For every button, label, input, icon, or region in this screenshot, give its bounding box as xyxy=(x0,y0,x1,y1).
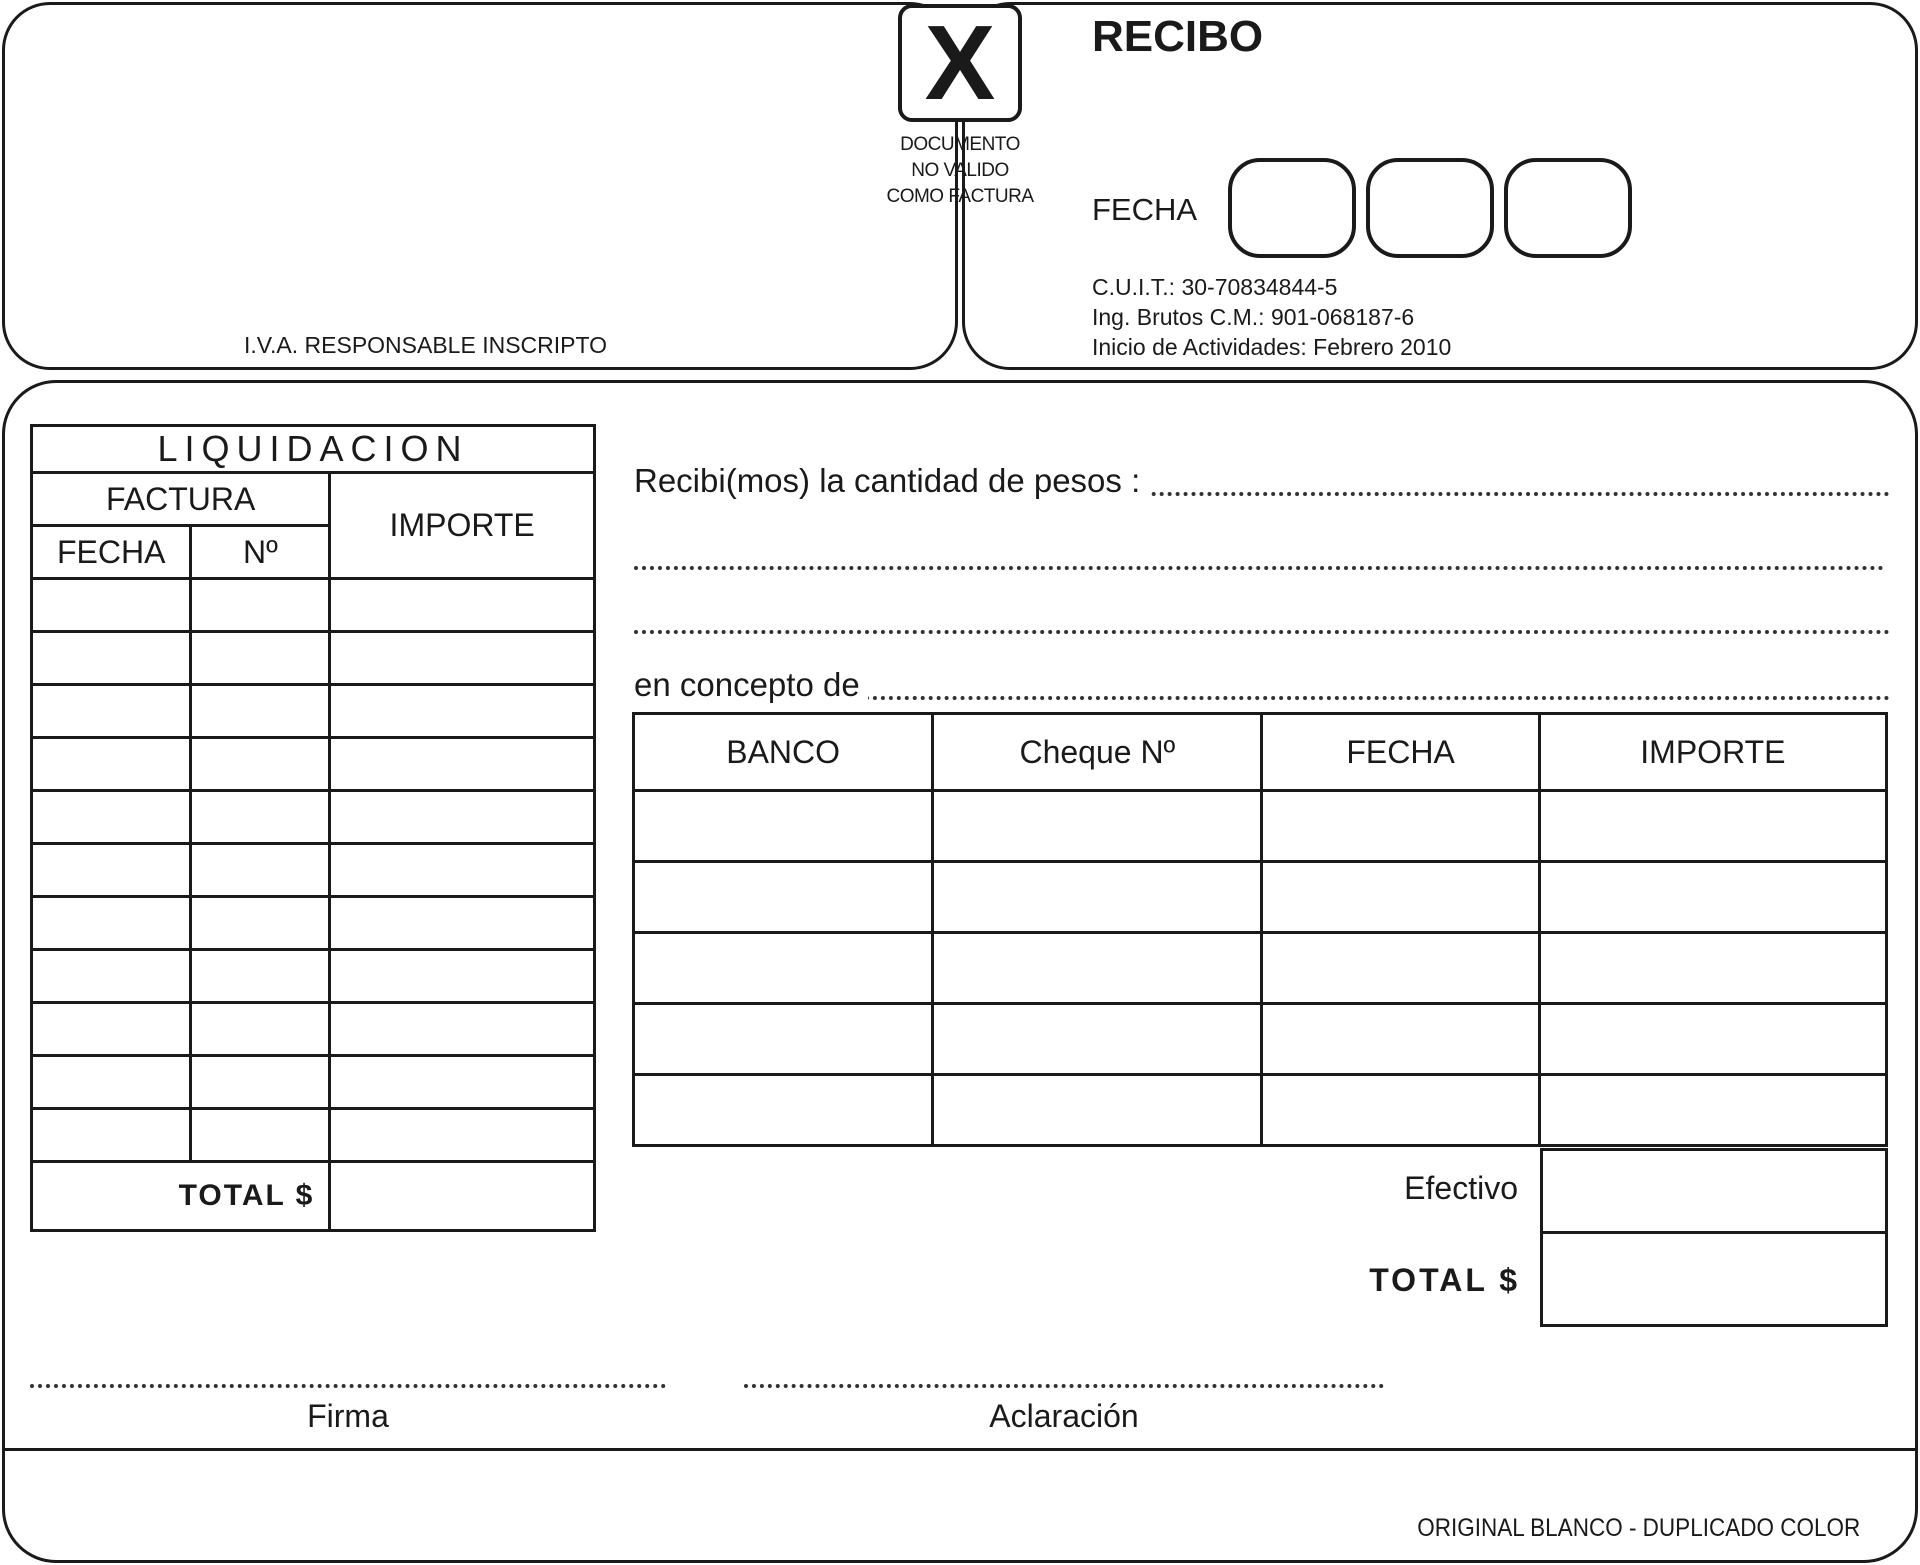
liquidacion-title: LIQUIDACION xyxy=(32,426,595,473)
importe-cell[interactable] xyxy=(330,1003,595,1056)
fecha-cell[interactable] xyxy=(32,632,191,685)
fecha-cell[interactable] xyxy=(32,1109,191,1162)
recibi-label: Recibi(mos) la cantidad de pesos : xyxy=(634,462,1148,500)
importe-cell[interactable] xyxy=(330,844,595,897)
table-row xyxy=(32,1003,595,1056)
fecha-cell[interactable] xyxy=(32,1056,191,1109)
efectivo-field[interactable] xyxy=(1540,1148,1888,1234)
fecha-cell[interactable] xyxy=(1262,862,1539,933)
table-row xyxy=(32,738,595,791)
importe-cell[interactable] xyxy=(330,738,595,791)
fecha-cell[interactable] xyxy=(32,950,191,1003)
table-row xyxy=(32,950,595,1003)
document-note-line: DOCUMENTO xyxy=(900,134,1020,155)
document-title: RECIBO xyxy=(1092,12,1264,61)
importe-cell[interactable] xyxy=(1539,791,1886,862)
cheque-cell[interactable] xyxy=(933,1075,1262,1146)
fecha-cell[interactable] xyxy=(32,685,191,738)
numero-cell[interactable] xyxy=(191,791,330,844)
fecha-cell[interactable] xyxy=(32,897,191,950)
table-row xyxy=(32,632,595,685)
header-divider-line xyxy=(955,210,958,322)
cheque-cell[interactable] xyxy=(933,933,1262,1004)
date-label: FECHA xyxy=(1092,192,1198,227)
efectivo-label: Efectivo xyxy=(1404,1170,1518,1206)
numero-cell[interactable] xyxy=(191,632,330,685)
importe-cell[interactable] xyxy=(330,1056,595,1109)
fecha-cell[interactable] xyxy=(32,1003,191,1056)
header-left-frame xyxy=(2,2,958,370)
importe-header: IMPORTE xyxy=(1539,714,1886,791)
numero-cell[interactable] xyxy=(191,1003,330,1056)
liquidacion-total-field[interactable] xyxy=(330,1162,595,1231)
iva-condition: I.V.A. RESPONSABLE INSCRIPTO xyxy=(244,332,608,358)
table-row xyxy=(32,791,595,844)
fecha-cell[interactable] xyxy=(32,844,191,897)
fecha-header: FECHA xyxy=(1262,714,1539,791)
company-info xyxy=(1092,272,1451,362)
date-month-box[interactable] xyxy=(1366,158,1494,258)
numero-cell[interactable] xyxy=(191,685,330,738)
table-row xyxy=(634,1075,1887,1146)
banco-cell[interactable] xyxy=(634,933,933,1004)
table-row xyxy=(634,791,1887,862)
footer-divider xyxy=(2,1448,1918,1451)
cheque-header: Cheque Nº xyxy=(933,714,1262,791)
table-row xyxy=(32,897,595,950)
numero-cell[interactable] xyxy=(191,579,330,632)
importe-cell[interactable] xyxy=(330,950,595,1003)
aclaracion-line[interactable] xyxy=(744,1384,1384,1388)
factura-header: FACTURA xyxy=(32,473,330,526)
cheque-cell[interactable] xyxy=(933,862,1262,933)
banco-header: BANCO xyxy=(634,714,933,791)
importe-cell[interactable] xyxy=(330,685,595,738)
fecha-cell[interactable] xyxy=(1262,1004,1539,1075)
firma-line[interactable] xyxy=(30,1384,666,1388)
numero-cell[interactable] xyxy=(191,844,330,897)
payments-total-field[interactable] xyxy=(1540,1231,1888,1327)
importe-cell[interactable] xyxy=(330,1109,595,1162)
table-row xyxy=(32,844,595,897)
inicio-actividades-text: Inicio de Actividades: Febrero 2010 xyxy=(1092,334,1452,360)
numero-cell[interactable] xyxy=(191,738,330,791)
importe-cell[interactable] xyxy=(1539,862,1886,933)
numero-cell[interactable] xyxy=(191,1056,330,1109)
document-type-letter: X xyxy=(924,4,996,122)
document-type-box xyxy=(898,4,1022,122)
numero-cell[interactable] xyxy=(191,1109,330,1162)
date-year-box[interactable] xyxy=(1504,158,1632,258)
ing-brutos-text: Ing. Brutos C.M.: 901-068187-6 xyxy=(1092,304,1415,330)
cuit-text: C.U.I.T.: 30-70834844-5 xyxy=(1092,274,1338,300)
fecha-cell[interactable] xyxy=(32,791,191,844)
fecha-cell[interactable] xyxy=(1262,1075,1539,1146)
table-row xyxy=(32,685,595,738)
importe-cell[interactable] xyxy=(330,897,595,950)
banco-cell[interactable] xyxy=(634,862,933,933)
importe-cell[interactable] xyxy=(330,791,595,844)
fecha-header: FECHA xyxy=(32,526,191,579)
payments-total-label: TOTAL $ xyxy=(1369,1262,1520,1298)
copy-note: ORIGINAL BLANCO - DUPLICADO COLOR xyxy=(1416,1514,1860,1542)
table-row xyxy=(634,862,1887,933)
fecha-cell[interactable] xyxy=(32,579,191,632)
importe-cell[interactable] xyxy=(1539,1004,1886,1075)
cheque-cell[interactable] xyxy=(933,1004,1262,1075)
numero-cell[interactable] xyxy=(191,897,330,950)
amount-line-3[interactable] xyxy=(634,630,1890,634)
importe-cell[interactable] xyxy=(330,632,595,685)
document-note xyxy=(858,132,1062,210)
aclaracion-label: Aclaración xyxy=(989,1398,1139,1434)
liquidacion-table xyxy=(30,424,596,1232)
table-row xyxy=(634,933,1887,1004)
firma-label: Firma xyxy=(307,1398,389,1434)
numero-header: Nº xyxy=(191,526,330,579)
table-row xyxy=(32,1109,595,1162)
concepto-label: en concepto de xyxy=(634,666,868,704)
cheque-cell[interactable] xyxy=(933,791,1262,862)
importe-cell[interactable] xyxy=(330,579,595,632)
payments-table xyxy=(632,712,1888,1147)
fecha-cell[interactable] xyxy=(1262,933,1539,1004)
table-row xyxy=(32,1056,595,1109)
importe-cell[interactable] xyxy=(1539,1075,1886,1146)
table-row xyxy=(634,1004,1887,1075)
fecha-cell[interactable] xyxy=(32,738,191,791)
date-day-box[interactable] xyxy=(1228,158,1356,258)
banco-cell[interactable] xyxy=(634,1075,933,1146)
importe-cell[interactable] xyxy=(1539,933,1886,1004)
amount-line-2[interactable] xyxy=(634,566,1884,570)
banco-cell[interactable] xyxy=(634,1004,933,1075)
liquidacion-total-label: TOTAL $ xyxy=(32,1162,330,1231)
fecha-cell[interactable] xyxy=(1262,791,1539,862)
numero-cell[interactable] xyxy=(191,950,330,1003)
document-note-line: NO VALIDO xyxy=(911,160,1009,181)
importe-header: IMPORTE xyxy=(330,473,595,579)
document-note-line: COMO FACTURA xyxy=(886,186,1034,207)
banco-cell[interactable] xyxy=(634,791,933,862)
table-row xyxy=(32,579,595,632)
